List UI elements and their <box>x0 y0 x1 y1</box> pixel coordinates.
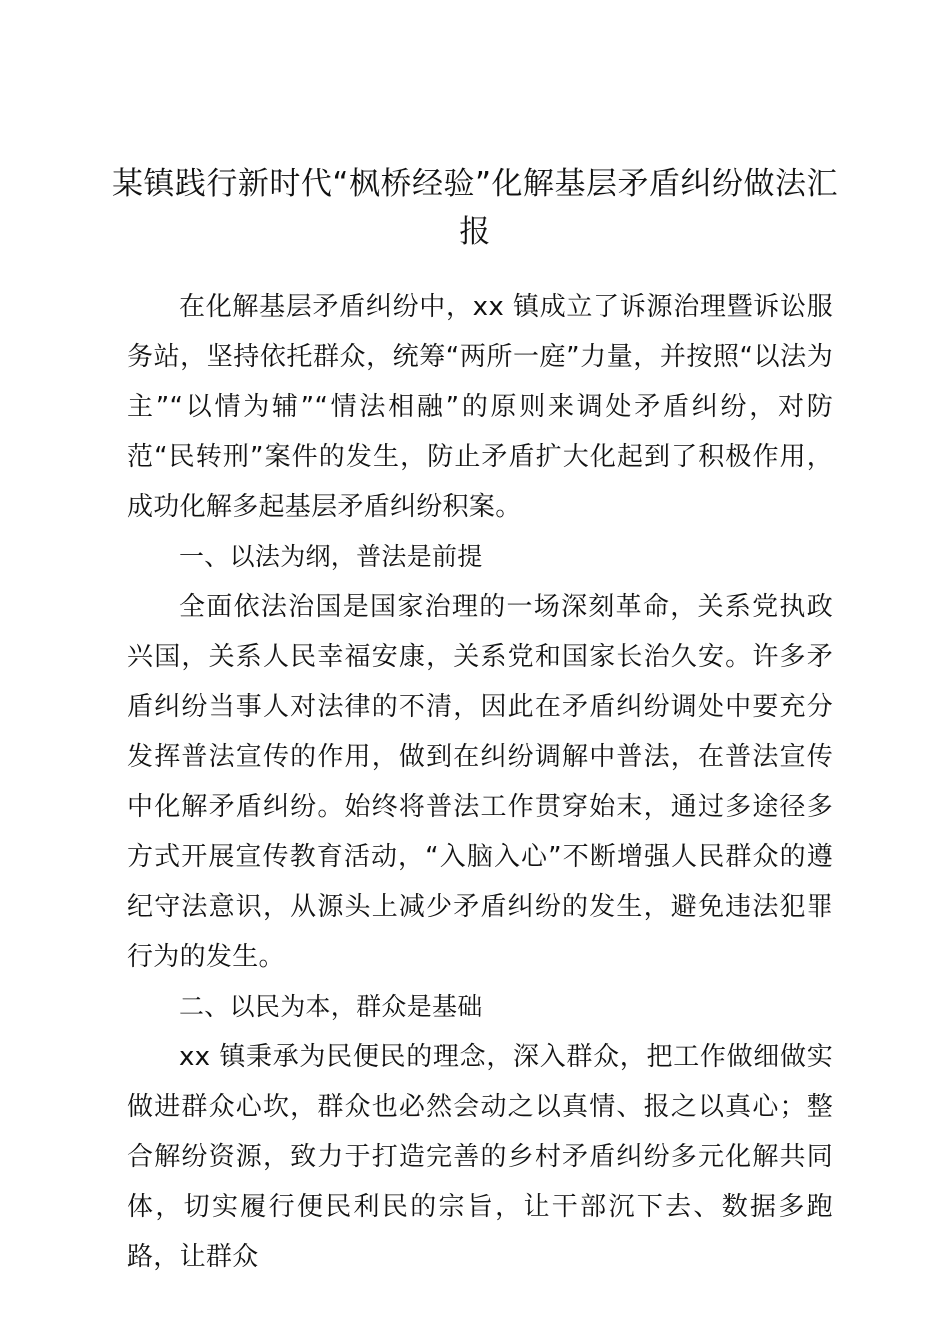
section-1-paragraph: 全面依法治国是国家治理的一场深刻革命，关系党执政兴国，关系人民幸福安康，关系党和国家长治久安。许多矛盾纠纷当事人对法律的不清，因此在矛盾纠纷调处中要充分发挥普法宣传的作用，做到在纠纷调解中普法，在普法宣传中化解矛盾纠纷。始终将普法工作贯穿始末，通过多途径多方式开展宣传教育活动，“入脑入心”不断增强人民群众的遵纪守法意识，从源头上减少矛盾纠纷的发生，避免违法犯罪行为的发生。 <box>127 592 833 972</box>
document-body <box>127 282 833 1282</box>
intro-paragraph: 在化解基层矛盾纠纷中，xx 镇成立了诉源治理暨诉讼服务站，坚持依托群众，统筹“两所一庭”力量，并按照“以法为主”“以情为辅”“情法相融”的原则来调处矛盾纠纷，对防范“民转刑”案件的发生，防止矛盾扩大化起到了积极作用，成功化解多起基层矛盾纠纷积案。 <box>127 292 833 522</box>
section-2-heading: 二、以民为本，群众是基础 <box>179 992 483 1021</box>
section-1-heading: 一、以法为纲，普法是前提 <box>179 542 483 571</box>
document-title: 某镇践行新时代“枫桥经验”化解基层矛盾纠纷做法汇报 <box>111 166 839 250</box>
section-2-paragraph: xx 镇秉承为民便民的理念，深入群众，把工作做细做实做进群众心坎，群众也必然会动之以真情、报之以真心；整合解纷资源，致力于打造完善的乡村矛盾纠纷多元化解共同体，切实履行便民利民的宗旨，让干部沉下去、数据多跑路，让群众 <box>127 1042 833 1272</box>
